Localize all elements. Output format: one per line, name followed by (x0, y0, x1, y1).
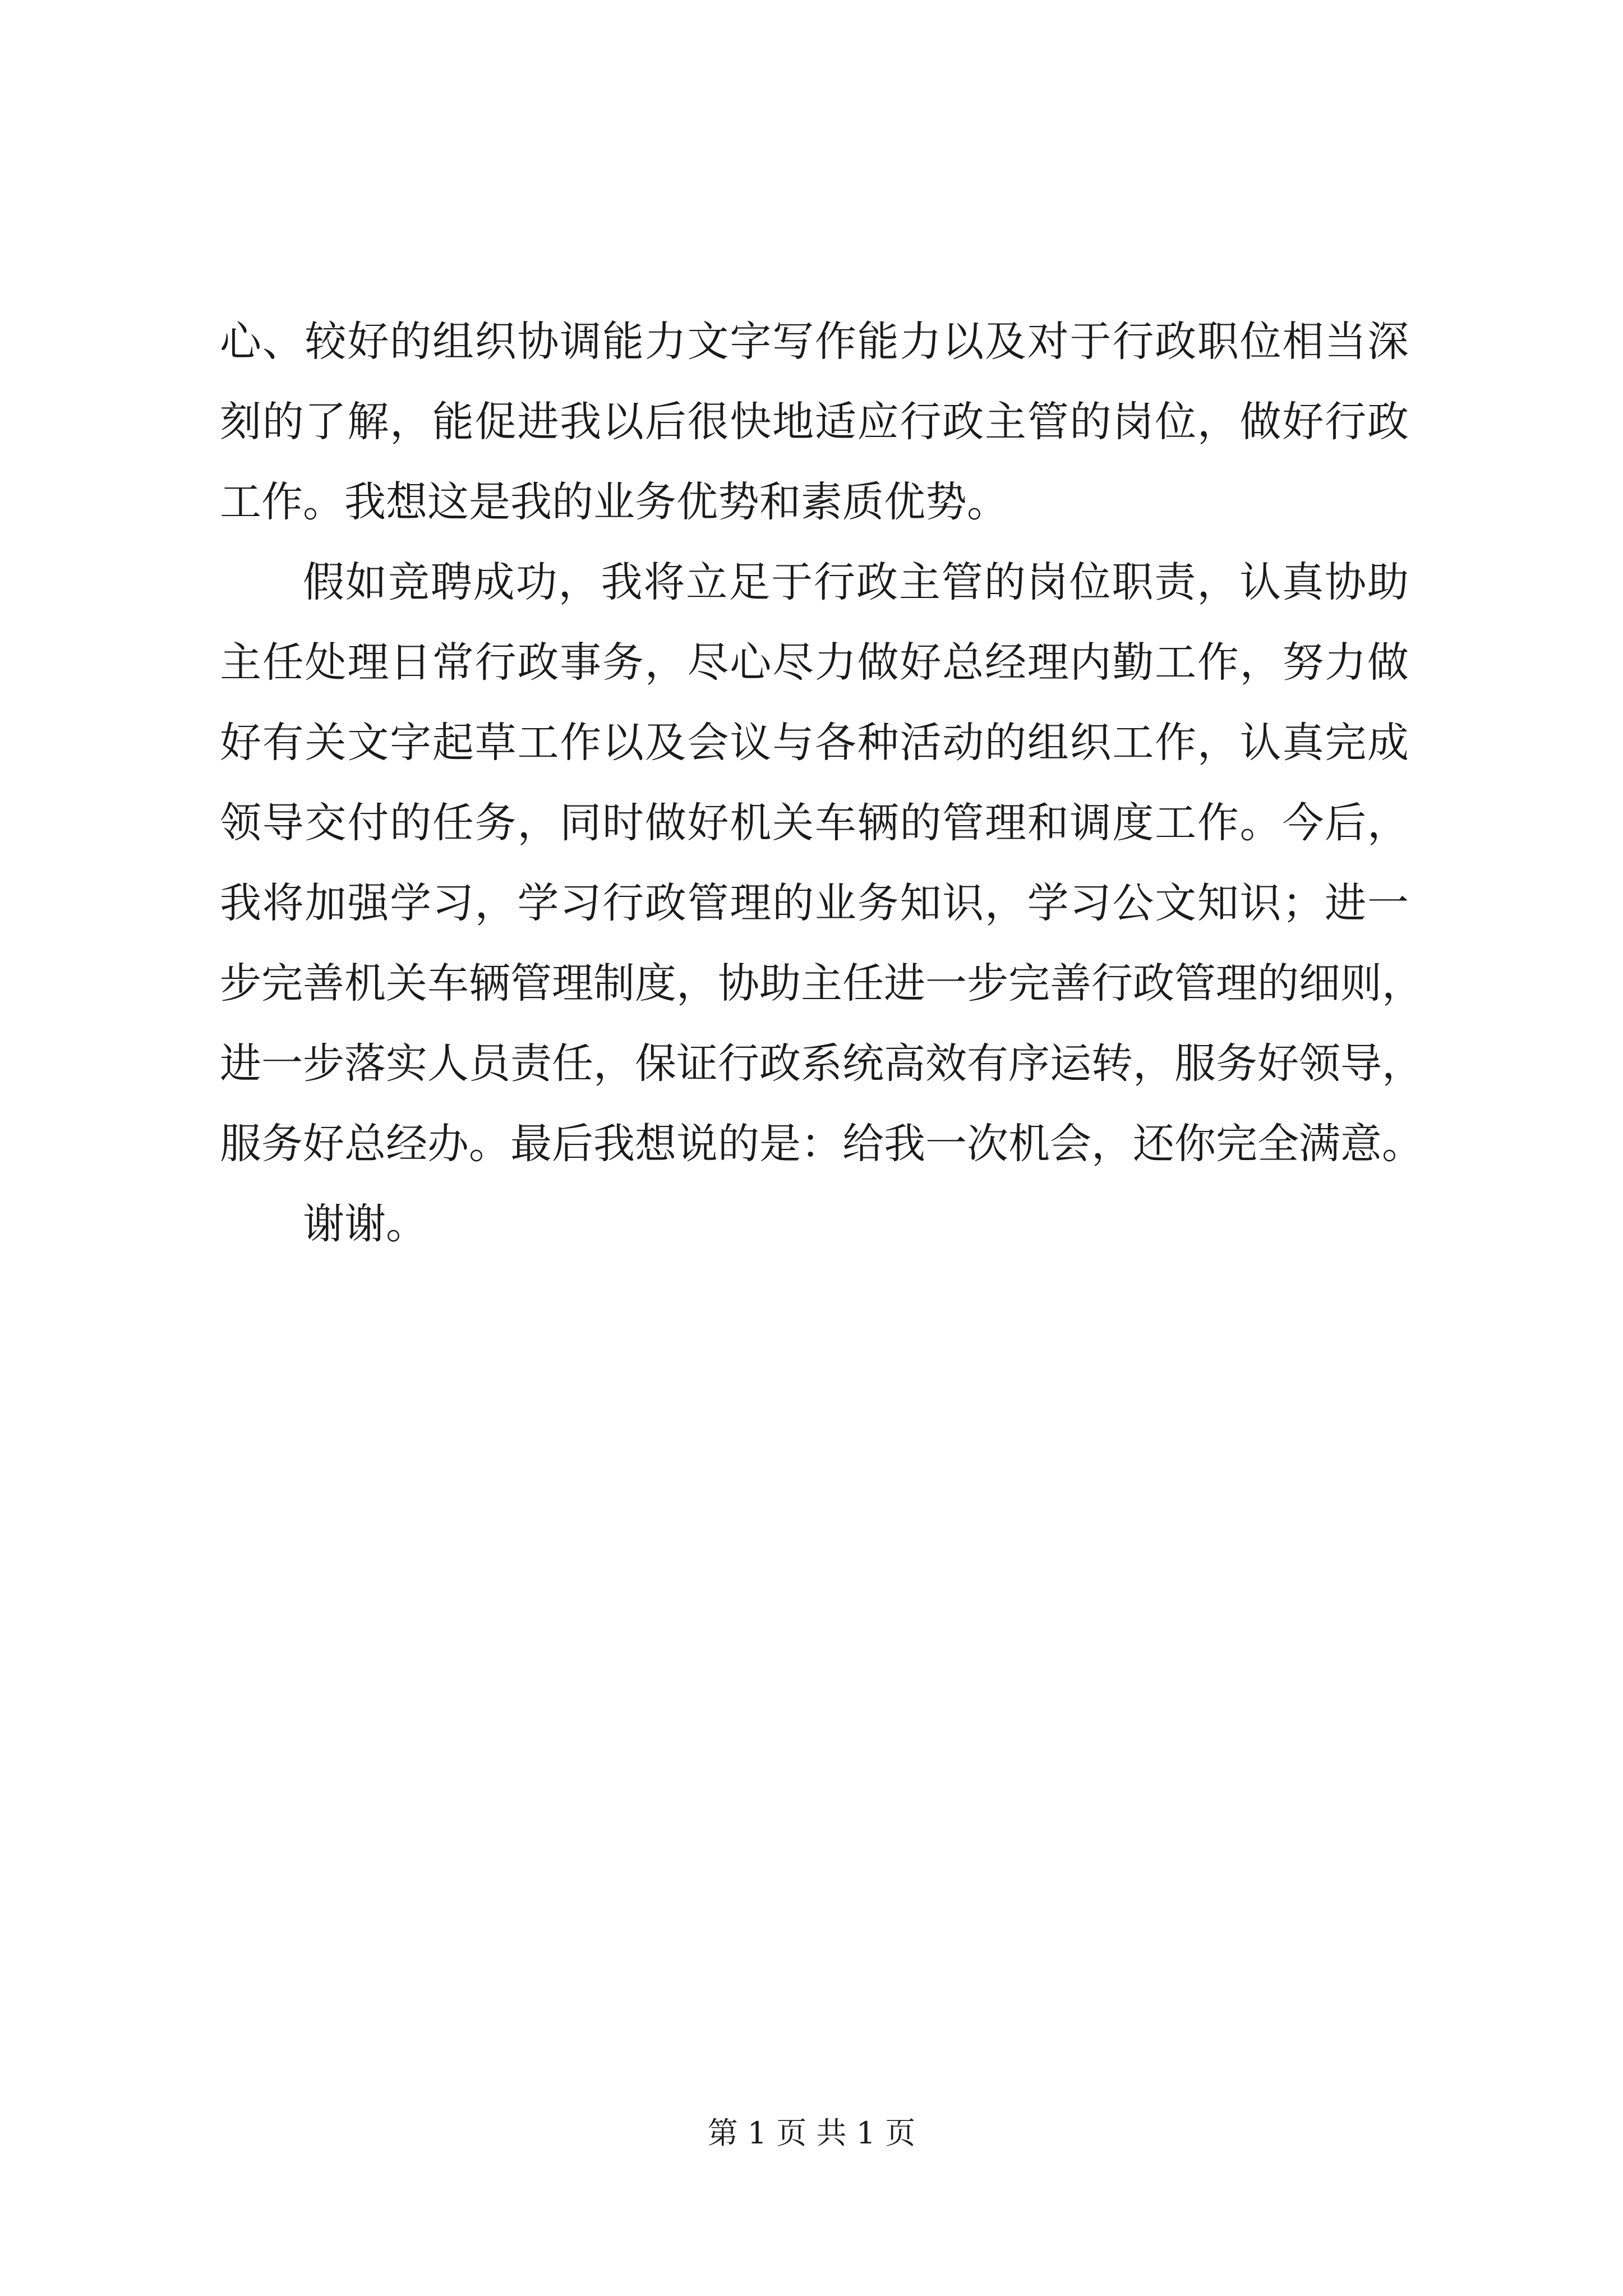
text-line: 进一步落实人员责任，保证行政系统高效有序运转，服务好领导， (220, 1039, 1423, 1088)
text-line: 服务好总经办。最后我想说的是：给我一次机会，还你完全满意。 (220, 1120, 1423, 1168)
text-line: 领导交付的任务，同时做好机关车辆的管理和调度工作。今后， (220, 799, 1409, 847)
document-body (220, 302, 1423, 1264)
closing-thanks: 谢谢。 (303, 1200, 427, 1248)
text-line: 心、较好的组织协调能力文字写作能力以及对于行政职位相当深 (220, 318, 1409, 366)
paragraph-first-line: 假如竞聘成功，我将立足于行政主管的岗位职责，认真协助 (303, 558, 1409, 606)
text-line: 工作。我想这是我的业务优势和素质优势。 (220, 478, 1008, 526)
text-line: 主任处理日常行政事务，尽心尽力做好总经理内勤工作，努力做 (220, 638, 1409, 687)
text-line: 步完善机关车辆管理制度，协助主任进一步完善行政管理的细则， (220, 959, 1423, 1007)
text-line: 好有关文字起草工作以及会议与各种活动的组织工作，认真完成 (220, 719, 1409, 767)
text-line: 刻的了解，能促进我以后很快地适应行政主管的岗位，做好行政 (220, 398, 1409, 446)
text-line: 我将加强学习，学习行政管理的业务知识，学习公文知识；进一 (220, 879, 1409, 927)
page-number-footer: 第 1 页 共 1 页 (707, 2115, 916, 2151)
